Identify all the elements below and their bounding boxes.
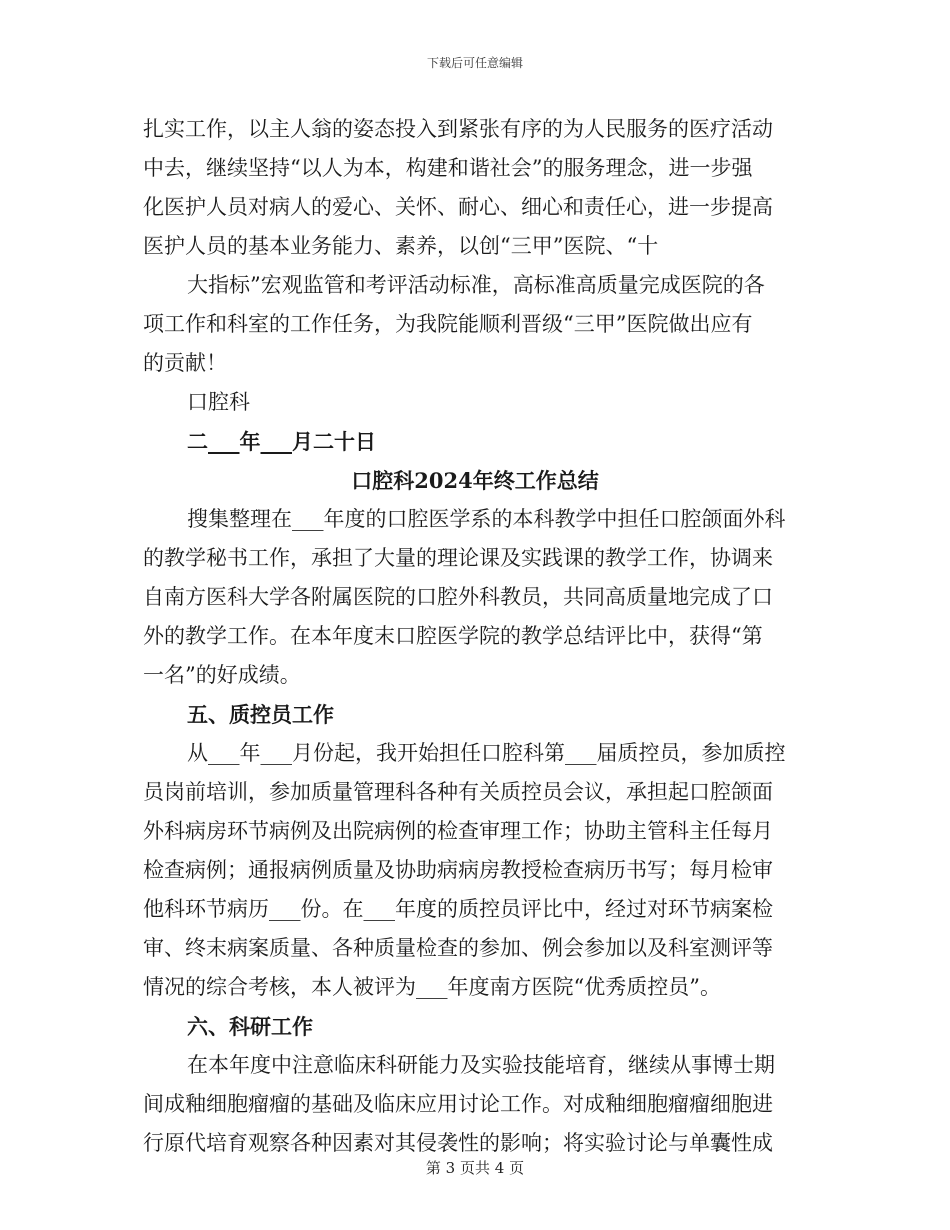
section-heading-quality-control: 五、质控员工作: [187, 702, 334, 727]
body-line: 项工作和科室的工作任务，为我院能顺利晋级“三甲”医院做出应有: [143, 312, 753, 336]
body-line: 检查病例；通报病例质量及协助病病房教授检查病历书写；每月检审: [143, 858, 773, 882]
body-line: 自南方医科大学各附属医院的口腔外科教员，共同高质量地完成了口: [143, 585, 773, 609]
body-line: 间成釉细胞瘤瘤的基础及临床应用讨论工作。对成釉细胞瘤瘤细胞进: [143, 1092, 773, 1116]
body-line: 外科病房环节病例及出院病例的检查审理工作；协助主管科主任每月: [143, 819, 773, 843]
body-line: 医护人员的基本业务能力、素养，以创“三甲”医院、“十: [143, 234, 659, 258]
body-line: 搜集整理在___年度的口腔医学系的本科教学中担任口腔颌面外科: [187, 507, 786, 531]
body-line: 情况的综合考核，本人被评为___年度南方医院“优秀质控员”。: [143, 975, 721, 999]
page-footer: 第 3 页共 4 页: [425, 1159, 525, 1177]
body-line: 中去，继续坚持“以人为本，构建和谐社会”的服务理念，进一步强: [143, 156, 753, 180]
department-signature: 口腔科: [187, 390, 250, 414]
body-line: 一名”的好成绩。: [143, 663, 301, 687]
body-line: 行原代培育观察各种因素对其侵袭性的影响；将实验讨论与单囊性成: [143, 1131, 773, 1155]
body-line: 在本年度中注意临床科研能力及实验技能培育，继续从事博士期: [187, 1053, 775, 1077]
document-body: [143, 110, 807, 1163]
section-heading-research: 六、科研工作: [187, 1014, 313, 1039]
body-line: 扎实工作，以主人翁的姿态投入到紧张有序的为人民服务的医疗活动: [143, 117, 773, 141]
page-header: 下载后可任意编辑: [426, 56, 523, 70]
body-line: 审、终末病案质量、各种质量检查的参加、例会参加以及科室测评等: [143, 936, 773, 960]
body-line: 的教学秘书工作，承担了大量的理论课及实践课的教学工作，协调来: [143, 546, 773, 570]
document-title: 口腔科2024年终工作总结: [351, 468, 599, 493]
body-line: 他科环节病历___份。在___年度的质控员评比中，经过对环节病案检: [143, 897, 773, 921]
date-line: 二___年___月二十日: [187, 429, 376, 454]
body-line: 化医护人员对病人的爱心、关怀、耐心、细心和责任心，进一步提高: [143, 195, 773, 219]
body-line: 的贡献！: [143, 351, 227, 375]
body-line: 外的教学工作。在本年度末口腔医学院的教学总结评比中，获得“第: [143, 624, 763, 648]
body-line: 大指标”宏观监管和考评活动标准，高标准高质量完成医院的各: [187, 273, 765, 297]
body-line: 从___年___月份起，我开始担任口腔科第___届质控员，参加质控: [187, 741, 786, 765]
body-line: 员岗前培训，参加质量管理科各种有关质控员会议，承担起口腔颌面: [143, 780, 773, 804]
